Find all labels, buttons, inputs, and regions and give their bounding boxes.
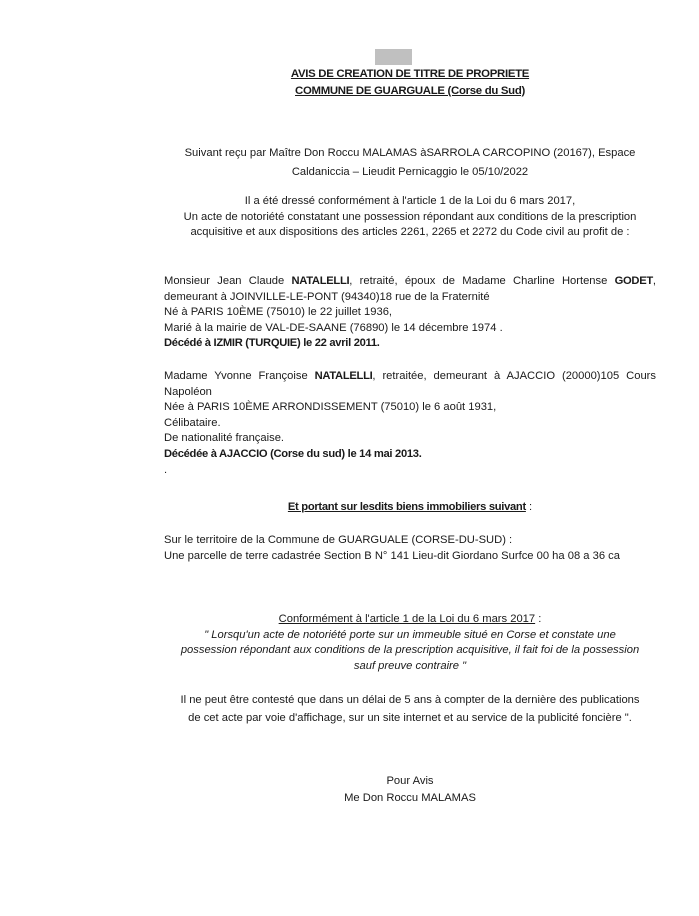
intro-line-1: Suivant reçu par Maître Don Roccu MALAMAS àSARROLA CARCOPINO (20167), Espace <box>184 147 636 159</box>
preamble-line-3: acquisitive et aux dispositions des articles 2261, 2265 et 2272 du Code civil au profit de : <box>190 226 630 239</box>
preamble-line-1: Il a été dressé conformément à l'article 1 de la Loi du 6 mars 2017, <box>244 195 576 207</box>
intro-line-2: Caldaniccia – Lieudit Pernicaggio le 05/10/2022 <box>291 165 529 178</box>
signature-name: Me Don Roccu MALAMAS <box>344 791 476 804</box>
preamble-line-2: Un acte de notoriété constatant une possession répondant aux conditions de la prescription <box>183 210 637 223</box>
law-quote-line-2: possession répondant aux conditions de la prescription acquisitive, il fait foi de la possession <box>180 644 640 657</box>
property-parcel: Une parcelle de terre cadastrée Section B N° 141 Lieu-dit Giordano Surfce 00 ha 08 a 36 ca <box>164 549 620 562</box>
person2-birth: Née à PARIS 10ÈME ARRONDISSEMENT (75010) le 6 août 1931, <box>164 401 497 414</box>
person2-status: Célibataire. <box>164 416 221 429</box>
person1-marriage: Marié à la mairie de VAL-DE-SAANE (76890) le 14 décembre 1974 . <box>164 321 503 334</box>
person1-surname: NATALELLI <box>291 275 350 287</box>
person1-birth: Né à PARIS 10ÈME (75010) le 22 juillet 1936, <box>164 306 393 319</box>
redacted-block <box>375 49 412 65</box>
preamble-paragraph <box>160 194 660 241</box>
person1-address: demeurant à JOINVILLE-LE-PONT (94340)18 rue de la Fraternité <box>164 290 490 303</box>
person1-line-1: Monsieur Jean Claude NATALELLI, retraité, époux de Madame Charline Hortense GODET, <box>164 275 656 287</box>
contest-line-1: Il ne peut être contesté que dans un délai de 5 ans à compter de la dernière des publications <box>180 694 640 706</box>
person2-trailing: . <box>164 463 168 476</box>
person2-line-1: Madame Yvonne Françoise NATALELLI, retraitée, demeurant à AJACCIO (20000)105 Cours <box>164 370 656 382</box>
intro-paragraph <box>164 146 656 180</box>
property-heading-text: Et portant sur lesdits biens immobiliers suivant <box>287 501 526 513</box>
person2-nationality: De nationalité française. <box>164 432 285 445</box>
property-territory: Sur le territoire de la Commune de GUARGUALE (CORSE-DU-SUD) : <box>164 534 513 546</box>
law-heading: Conformément à l'article 1 de la Loi du 6 mars 2017 : <box>278 613 542 625</box>
property-heading: Et portant sur lesdits biens immobiliers suivant : <box>287 501 533 513</box>
document-title <box>164 67 656 99</box>
law-quote-line-1: " Lorsqu'un acte de notoriété porte sur un immeuble situé en Corse et constate une <box>204 628 616 641</box>
contest-line-2: de cet acte par voie d'affichage, sur un site internet et au service de la publicité foncière ". <box>188 711 632 724</box>
title-line-1: AVIS DE CREATION DE TITRE DE PROPRIETE <box>290 68 530 80</box>
law-quote-line-3: sauf preuve contraire " <box>353 659 467 672</box>
person1-spouse-surname: GODET <box>614 275 653 287</box>
beneficiary-2 <box>164 369 656 478</box>
law-citation <box>160 612 660 674</box>
signature-line-1: Pour Avis <box>386 775 434 787</box>
person1-death: Décédé à IZMIR (TURQUIE) le 22 avril 2011. <box>164 337 380 350</box>
title-line-2: COMMUNE DE GUARGUALE (Corse du Sud) <box>295 84 525 97</box>
property-description <box>164 533 656 564</box>
person2-death: Décédée à AJACCIO (Corse du sud) le 14 mai 2013. <box>164 447 422 460</box>
contest-paragraph <box>160 693 660 726</box>
person2-surname: NATALELLI <box>314 370 373 382</box>
beneficiary-1 <box>164 274 656 352</box>
person2-address-cont: Napoléon <box>164 385 212 398</box>
signature-block <box>164 774 656 806</box>
